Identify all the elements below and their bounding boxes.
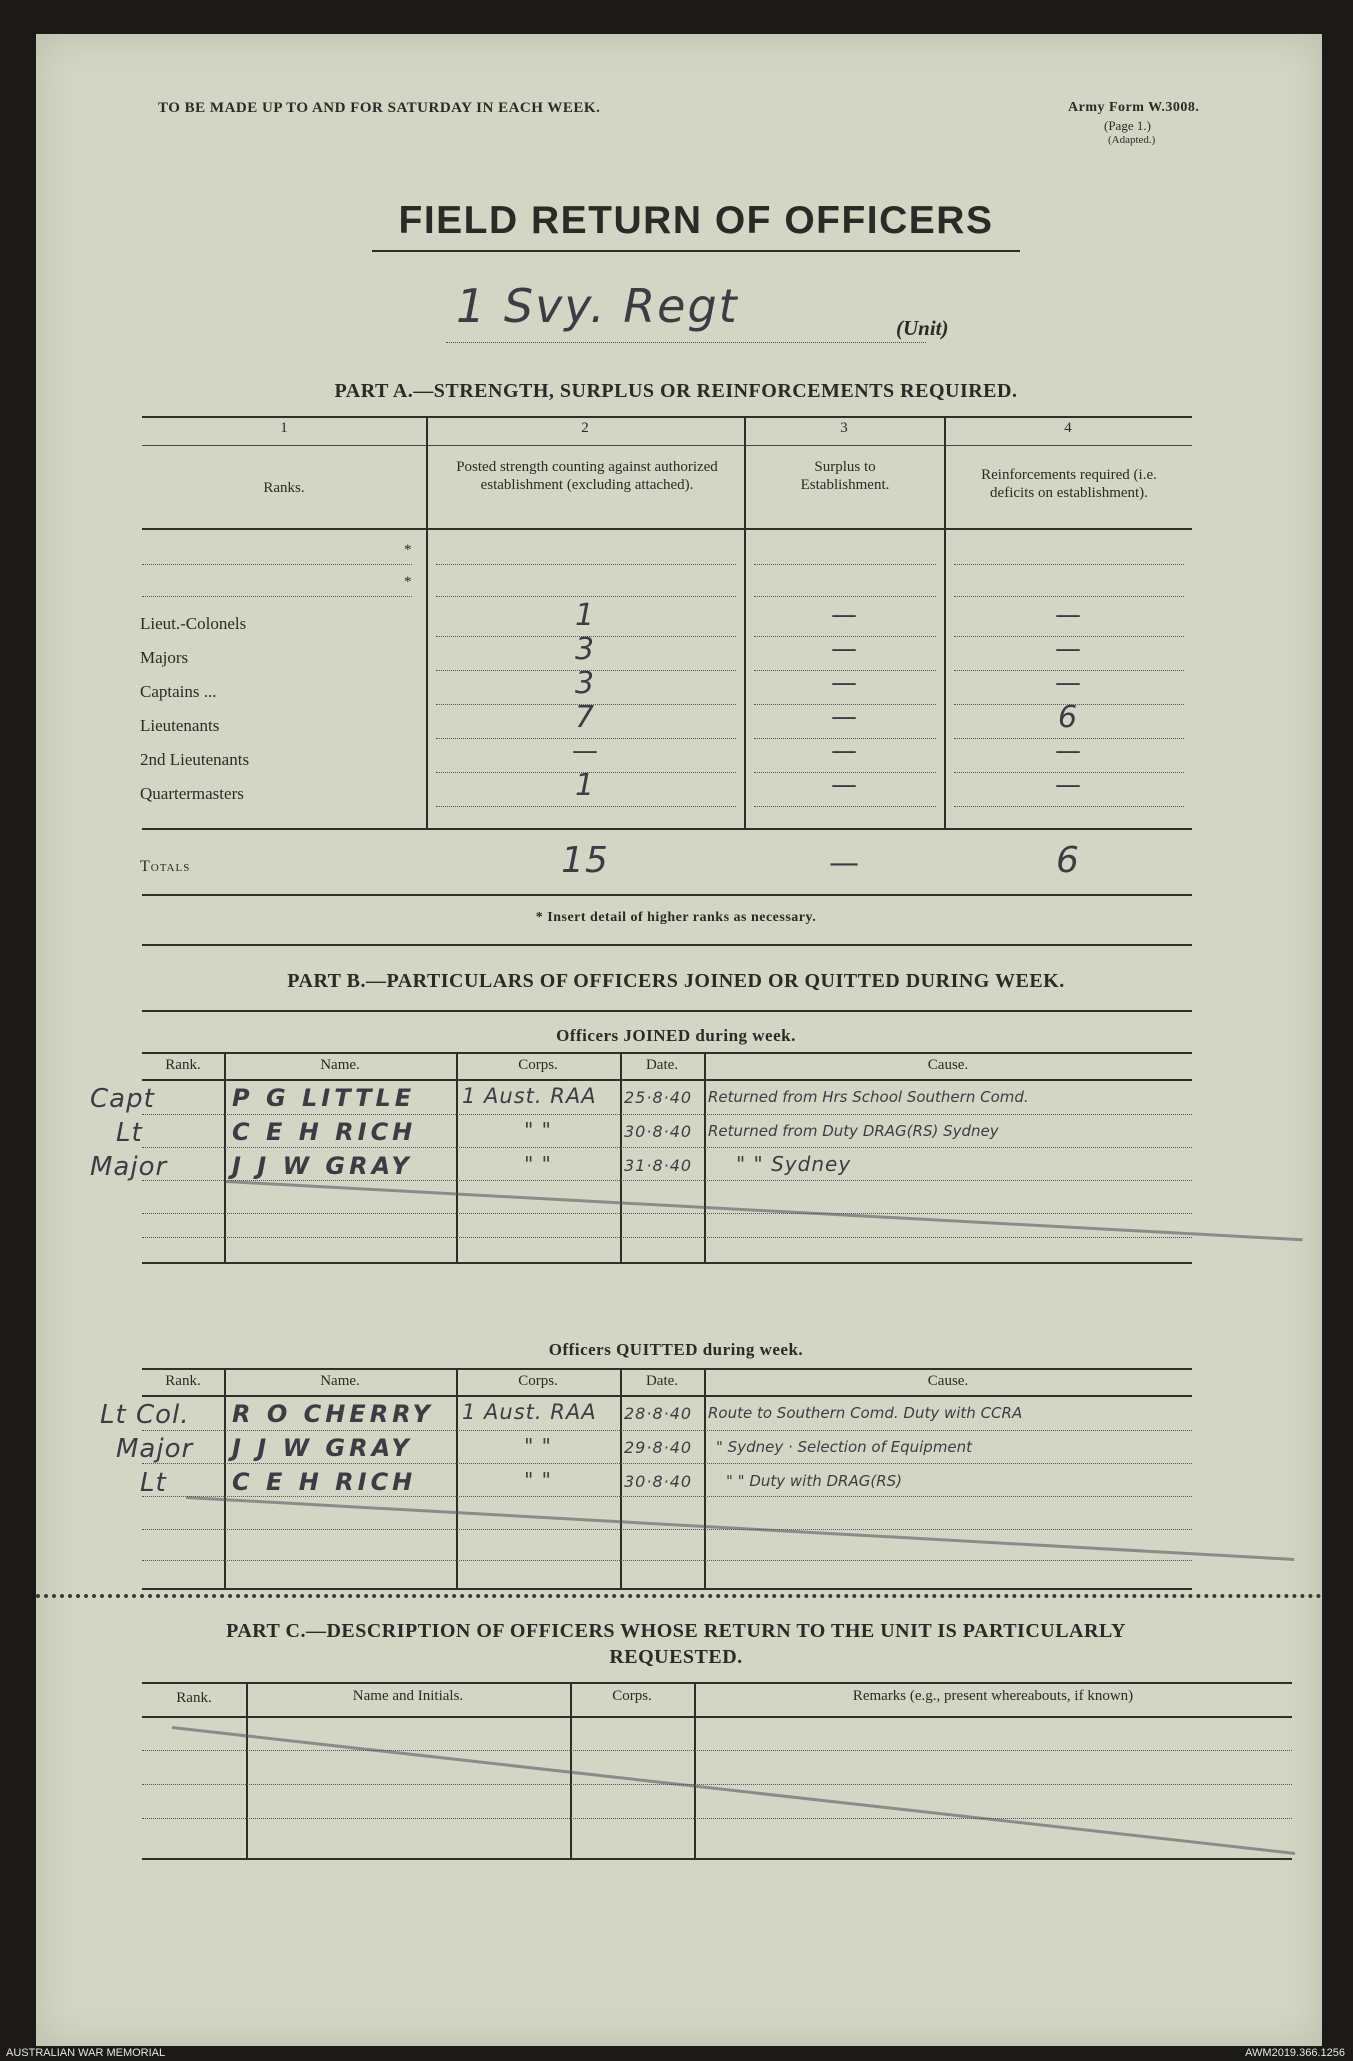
posted-value: — bbox=[572, 736, 598, 766]
reinf-value: — bbox=[1055, 736, 1081, 766]
joined-corps: " " bbox=[524, 1152, 552, 1176]
joined-date: 25·8·40 bbox=[624, 1088, 693, 1107]
form-number: Army Form W.3008. bbox=[1068, 100, 1200, 115]
part-a-header-ranks: Ranks. bbox=[263, 480, 305, 496]
quitted-header-corps: Corps. bbox=[518, 1373, 558, 1389]
totals-reinf: 6 bbox=[1056, 840, 1080, 881]
joined-header-name: Name. bbox=[320, 1057, 360, 1073]
unit-value: 1 Svy. Regt bbox=[456, 279, 739, 333]
surplus-value: — bbox=[831, 770, 857, 800]
joined-header-cause: Cause. bbox=[927, 1057, 969, 1073]
part-a-heading: PART A.—STRENGTH, SURPLUS OR REINFORCEMENTS REQUIRED. bbox=[334, 380, 1018, 402]
rank-label: Captains ... bbox=[140, 682, 217, 701]
quitted-header-date: Date. bbox=[645, 1373, 679, 1389]
quitted-rank: Lt bbox=[140, 1468, 167, 1498]
posted-value: 1 bbox=[574, 768, 596, 803]
surplus-value: — bbox=[831, 634, 857, 664]
quitted-date: 30·8·40 bbox=[624, 1472, 693, 1491]
footer-left: AUSTRALIAN WAR MEMORIAL bbox=[6, 2047, 166, 2059]
instruction-text: TO BE MADE UP TO AND FOR SATURDAY IN EACH WEEK. bbox=[158, 100, 601, 116]
joined-cause: Returned from Duty DRAG(RS) Sydney bbox=[708, 1122, 999, 1140]
quitted-rank: Lt Col. bbox=[100, 1400, 190, 1430]
rank-label: Quartermasters bbox=[140, 784, 244, 803]
quitted-corps: " " bbox=[524, 1468, 552, 1492]
joined-title: Officers JOINED during week. bbox=[556, 1026, 796, 1045]
quitted-cause: " Sydney · Selection of Equipment bbox=[716, 1438, 973, 1456]
joined-name: J J W GRAY bbox=[232, 1152, 413, 1180]
joined-date: 30·8·40 bbox=[624, 1122, 693, 1141]
quitted-date: 29·8·40 bbox=[624, 1438, 693, 1457]
totals-surplus: — bbox=[829, 846, 859, 881]
reinf-value: — bbox=[1055, 770, 1081, 800]
part-c-header-corps: Corps. bbox=[612, 1688, 652, 1704]
surplus-value: — bbox=[831, 668, 857, 698]
quitted-cause: " " Duty with DRAG(RS) bbox=[726, 1472, 903, 1490]
part-a-footnote: * Insert detail of higher ranks as necessary. bbox=[535, 910, 817, 925]
reinf-value: — bbox=[1055, 634, 1081, 664]
rank-label: Lieut.-Colonels bbox=[140, 614, 247, 633]
joined-cause: Returned from Hrs School Southern Comd. bbox=[708, 1088, 1029, 1106]
posted-value: 1 bbox=[574, 598, 596, 633]
quitted-name: J J W GRAY bbox=[232, 1434, 413, 1462]
part-c-heading: PART C.—DESCRIPTION OF OFFICERS WHOSE RETURN TO THE UNIT IS PARTICULARLY REQUESTED. bbox=[226, 1620, 1126, 1668]
quitted-name: R O CHERRY bbox=[232, 1400, 434, 1428]
posted-value: 3 bbox=[574, 666, 596, 701]
rank-label: Lieutenants bbox=[140, 716, 220, 735]
surplus-value: — bbox=[831, 736, 857, 766]
joined-rank: Capt bbox=[90, 1084, 155, 1114]
part-b-heading: PART B.—PARTICULARS OF OFFICERS JOINED OR QUITTED DURING WEEK. bbox=[287, 970, 1065, 992]
reinf-value: — bbox=[1055, 668, 1081, 698]
rank-label: 2nd Lieutenants bbox=[140, 750, 250, 769]
totals-label: Totals bbox=[140, 858, 191, 875]
part-a-col-number: 4 bbox=[1064, 420, 1072, 436]
part-a-header-posted: Posted strength counting against authorized establishment (excluding attached). bbox=[456, 459, 718, 493]
totals-posted: 15 bbox=[561, 840, 609, 881]
quitted-header-rank: Rank. bbox=[165, 1373, 201, 1389]
posted-value: 3 bbox=[574, 632, 596, 667]
surplus-value: — bbox=[831, 702, 857, 732]
rank-label: Majors bbox=[140, 648, 189, 667]
quitted-header-name: Name. bbox=[320, 1373, 360, 1389]
part-c-header-name: Name and Initials. bbox=[352, 1688, 464, 1704]
part-a-header-surplus: Surplus to Establishment. bbox=[800, 459, 890, 493]
joined-corps: 1 Aust. RAA bbox=[462, 1084, 597, 1108]
joined-cause: " " Sydney bbox=[736, 1152, 852, 1176]
asterisk-marker: * bbox=[404, 542, 412, 558]
joined-date: 31·8·40 bbox=[624, 1156, 693, 1175]
reinf-value: 6 bbox=[1057, 700, 1079, 735]
joined-corps: " " bbox=[524, 1118, 552, 1142]
unit-label: (Unit) bbox=[896, 316, 949, 340]
quitted-corps: 1 Aust. RAA bbox=[462, 1400, 597, 1424]
posted-value: 7 bbox=[574, 700, 596, 735]
joined-header-rank: Rank. bbox=[165, 1057, 201, 1073]
joined-name: C E H RICH bbox=[232, 1118, 417, 1146]
reinf-value: — bbox=[1055, 600, 1081, 630]
part-c-header-remarks: Remarks (e.g., present whereabouts, if known) bbox=[852, 1688, 1134, 1704]
part-a-col-number: 1 bbox=[280, 420, 288, 436]
joined-rank: Lt bbox=[116, 1118, 143, 1148]
quitted-corps: " " bbox=[524, 1434, 552, 1458]
surplus-value: — bbox=[831, 600, 857, 630]
quitted-header-cause: Cause. bbox=[927, 1373, 969, 1389]
part-c-header-rank: Rank. bbox=[176, 1690, 212, 1706]
asterisk-marker: * bbox=[404, 574, 412, 590]
footer-right: AWM2019.366.1256 bbox=[1245, 2047, 1345, 2059]
joined-name: P G LITTLE bbox=[232, 1084, 416, 1112]
page-number: (Page 1.) bbox=[1104, 118, 1151, 133]
adapted-note: (Adapted.) bbox=[1108, 134, 1156, 146]
joined-header-date: Date. bbox=[645, 1057, 679, 1073]
quitted-cause: Route to Southern Comd. Duty with CCRA bbox=[708, 1404, 1023, 1422]
quitted-title: Officers QUITTED during week. bbox=[548, 1340, 804, 1359]
joined-rank: Major bbox=[90, 1152, 168, 1182]
part-a-header-reinforcements: Reinforcements required (i.e. deficits on establishment). bbox=[981, 467, 1157, 501]
part-a-col-number: 3 bbox=[840, 420, 848, 436]
quitted-rank: Major bbox=[116, 1434, 194, 1464]
quitted-date: 28·8·40 bbox=[624, 1404, 693, 1423]
joined-header-corps: Corps. bbox=[518, 1057, 558, 1073]
quitted-name: C E H RICH bbox=[232, 1468, 417, 1496]
form-page bbox=[36, 34, 1322, 2046]
part-a-col-number: 2 bbox=[581, 420, 589, 436]
page-title: FIELD RETURN OF OFFICERS bbox=[398, 199, 994, 242]
